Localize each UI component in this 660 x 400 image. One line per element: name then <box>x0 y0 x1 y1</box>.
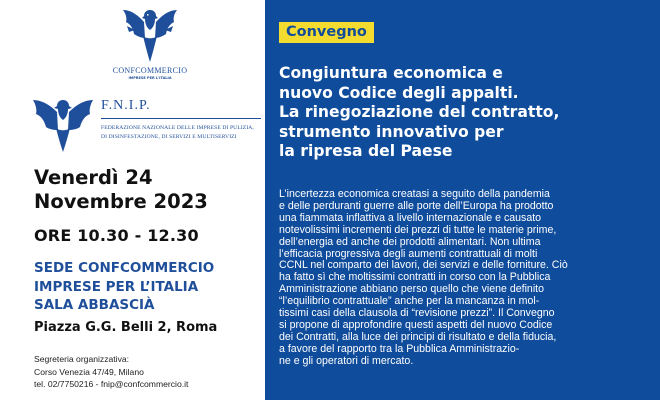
event-venue <box>34 259 264 315</box>
event-date <box>34 166 264 214</box>
description-line: “l’equilibrio contrattuale” anche per la mancanza in mol- <box>279 295 540 308</box>
description-line: dei Contratti, alla luce dei principi di risultato e della fiducia, <box>279 330 557 343</box>
event-description <box>279 189 653 368</box>
headline-line: nuovo Codice degli appalti. <box>279 83 519 102</box>
confcommercio-tagline: IMPRESE PER L'ITALIA <box>128 76 172 80</box>
confcommercio-eagle-icon <box>121 4 179 66</box>
headline-line: Congiuntura economica e <box>279 64 503 82</box>
description-line: si propone di approfondire questi aspetti del nuovo Codice <box>279 318 553 331</box>
event-date-line: Venerdì 24 <box>34 166 153 189</box>
convegno-badge: Convegno <box>279 22 374 43</box>
description-line: ha fatto sì che moltissimi contratti in corso con la Pubblica <box>279 271 551 284</box>
headline-line: la ripresa del Paese <box>279 142 453 160</box>
confcommercio-logo-text: CONFCOMMERCIO <box>112 66 188 75</box>
fnip-logo-title: F.N.I.P. <box>101 98 151 113</box>
venue-line: SALA ABBASCIÀ <box>34 297 155 313</box>
fnip-eagle-icon <box>32 96 94 154</box>
event-headline <box>279 64 651 162</box>
description-line: l’efficacia progressiva degli aumenti contrattuali di molti <box>279 247 538 260</box>
secretariat-address: Corso Venezia 47/49, Milano <box>34 366 144 377</box>
left-column <box>0 0 265 400</box>
secretariat-label: Segreteria organizzativa: <box>34 354 130 364</box>
fnip-description-line: DI DISINFESTAZIONE, DI SERVIZI E MULTISERVIZI <box>101 134 237 140</box>
description-line: a favore del rapporto tra la Pubblica Amministrazio- <box>279 342 520 355</box>
venue-line: IMPRESE PER L’ITALIA <box>34 278 199 295</box>
secretariat-contact: tel. 02/7750216 - fnip@confcommercio.it <box>34 379 189 389</box>
description-line: notevolissimi incrementi dei prezzi di tutte le materie prime, <box>279 223 557 236</box>
headline-line: La rinegoziazione del contratto, <box>279 103 560 121</box>
headline-line: strumento innovativo per <box>279 122 504 141</box>
fnip-divider <box>101 118 261 119</box>
description-line: tissimi casi della clausola di “revisione prezzi”. Il Convegno <box>279 307 555 320</box>
fnip-description-line: FEDERAZIONE NAZIONALE DELLE IMPRESE DI PULIZIA, <box>101 125 254 131</box>
description-line: e delle perduranti guerre alle porte dell’Europa ha prodotto <box>279 199 554 212</box>
description-line: una fiammata inflattiva a livello internazionale e causato <box>279 211 542 224</box>
description-line: dell’energia ed anche dei prodotti alimentari. Non ultima <box>279 235 541 248</box>
event-address: Piazza G.G. Belli 2, Roma <box>34 320 218 335</box>
event-time: ORE 10.30 - 12.30 <box>34 226 199 245</box>
description-line: ne e gli operatori di mercato. <box>279 354 414 367</box>
description-line: Amministrazione abbiano perso quello che viene definito <box>279 283 545 296</box>
secretariat-info <box>34 353 264 391</box>
event-date-line: Novembre 2023 <box>34 190 208 213</box>
fnip-description <box>101 124 263 142</box>
event-info-panel <box>265 0 660 400</box>
description-line: L’incertezza economica creatasi a seguito della pandemia <box>279 188 550 200</box>
venue-line: SEDE CONFCOMMERCIO <box>34 260 215 276</box>
description-line: CCNL nel comparto dei lavori, dei servizi e delle forniture. Ciò <box>279 259 568 272</box>
